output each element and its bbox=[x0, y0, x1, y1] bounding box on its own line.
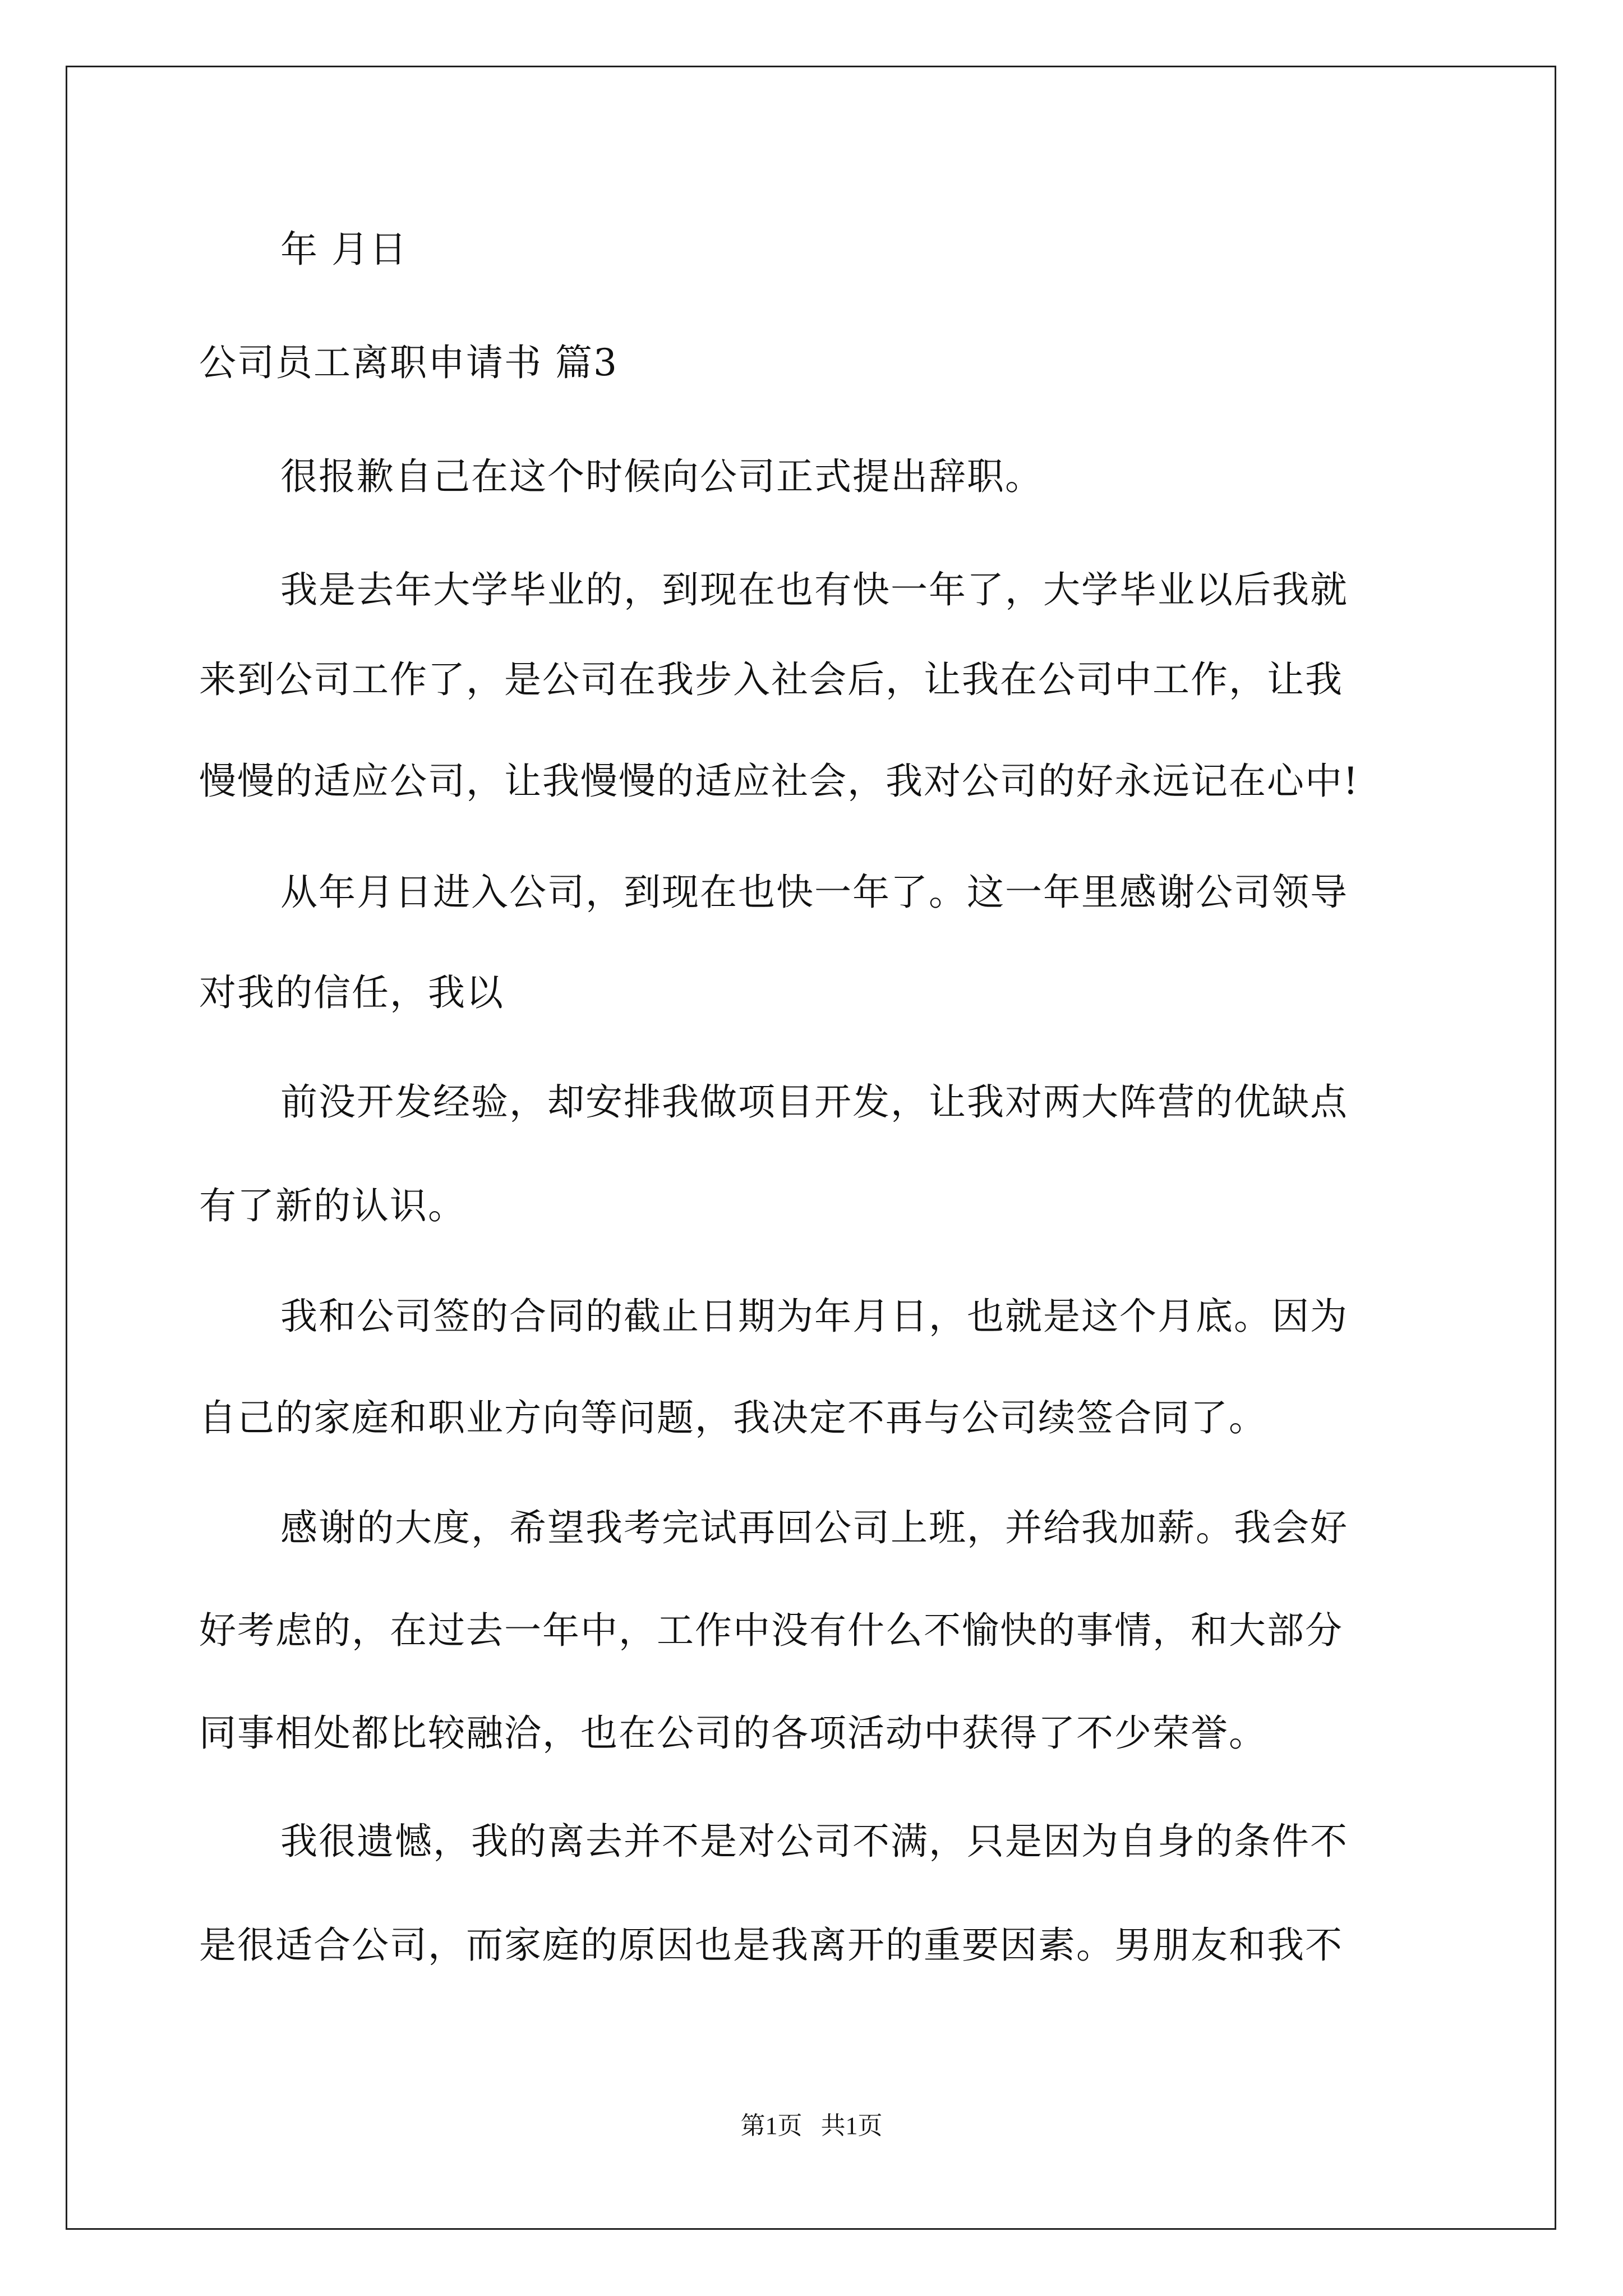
date-line: 年 月日 bbox=[280, 228, 408, 271]
paragraph-line: 对我的信任，我以 bbox=[199, 971, 504, 1014]
paragraph-line: 来到公司工作了，是公司在我步入社会后，让我在公司中工作，让我 bbox=[199, 658, 1343, 701]
page-border bbox=[66, 66, 1556, 2230]
section-heading: 公司员工离职申请书 篇3 bbox=[199, 341, 618, 384]
paragraph-line: 很报歉自己在这个时候向公司正式提出辞职。 bbox=[280, 455, 1043, 498]
paragraph-line: 同事相处都比较融洽，也在公司的各项活动中获得了不少荣誉。 bbox=[199, 1711, 1267, 1755]
paragraph-line: 我是去年大学毕业的，到现在也有快一年了，大学毕业以后我就 bbox=[280, 568, 1348, 611]
paragraph-line: 有了新的认识。 bbox=[199, 1184, 466, 1227]
paragraph-line: 好考虑的，在过去一年中，工作中没有什么不愉快的事情，和大部分 bbox=[199, 1609, 1343, 1652]
paragraph-line: 我很遗憾，我的离去并不是对公司不满，只是因为自身的条件不 bbox=[280, 1820, 1348, 1863]
paragraph-line: 前没开发经验，却安排我做项目开发，让我对两大阵营的优缺点 bbox=[280, 1080, 1348, 1124]
paragraph-line: 是很适合公司，而家庭的原因也是我离开的重要因素。男朋友和我不 bbox=[199, 1924, 1343, 1967]
paragraph-line: 我和公司签的合同的截止日期为年月日，也就是这个月底。因为 bbox=[280, 1295, 1348, 1338]
page-footer: 第1页 共1页 bbox=[740, 2112, 883, 2139]
paragraph-line: 感谢的大度，希望我考完试再回公司上班，并给我加薪。我会好 bbox=[280, 1506, 1348, 1549]
paragraph-line: 从年月日进入公司，到现在也快一年了。这一年里感谢公司领导 bbox=[280, 871, 1348, 914]
paragraph-line: 自己的家庭和职业方向等问题，我决定不再与公司续签合同了。 bbox=[199, 1396, 1267, 1439]
paragraph-line: 慢慢的适应公司，让我慢慢的适应社会，我对公司的好永远记在心中! bbox=[199, 760, 1359, 803]
